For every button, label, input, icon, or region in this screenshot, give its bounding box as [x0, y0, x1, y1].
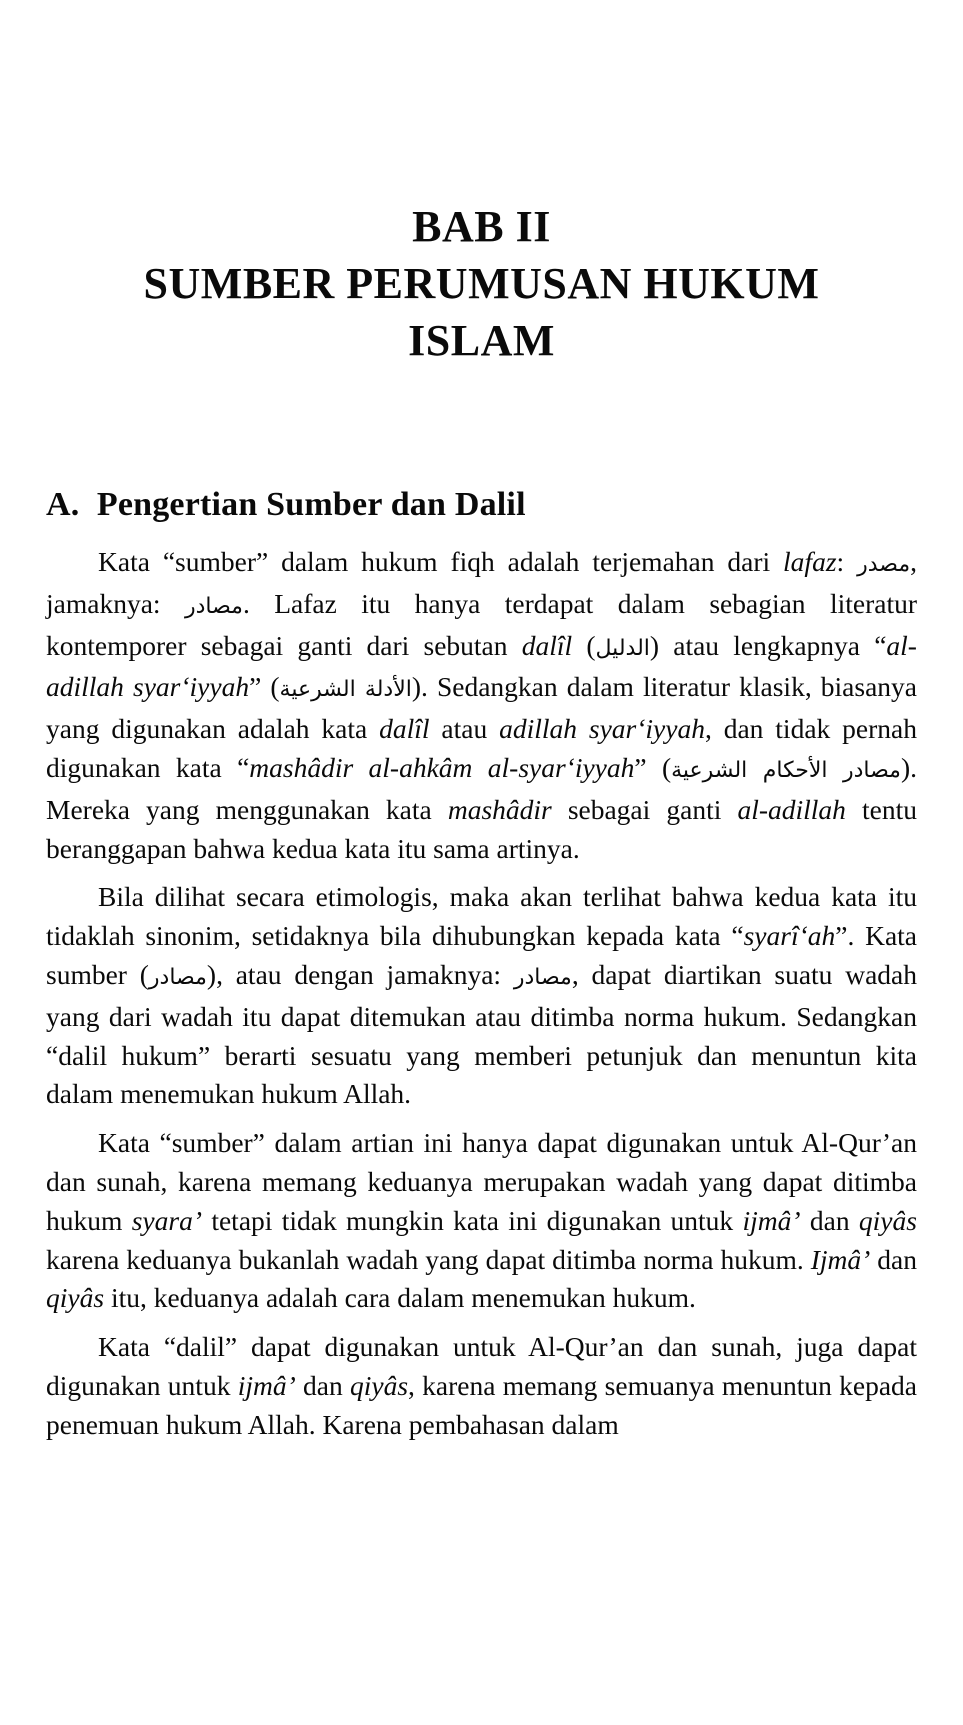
italic-text-run: mashâdir: [447, 793, 552, 825]
text-run: dan: [870, 1243, 917, 1275]
text-run: Bila dilihat secara etimologis, maka akan terlihat bahwa kedua kata itu tidaklah sinonim, setidaknya bila dihubungkan kepada kata “: [46, 881, 917, 952]
arabic-text-run: مصادر: [148, 964, 207, 990]
text-run: tentu beranggapan bahwa kedua kata itu sama artinya.: [46, 793, 917, 864]
italic-text-run: syarî‘ah: [743, 920, 836, 952]
text-run: , karena memang semuanya menuntun kepada penemuan hukum Allah. Karena pembahasan dalam: [46, 1369, 917, 1440]
italic-text-run: Ijmâ’: [810, 1243, 871, 1275]
text-run: :: [836, 546, 858, 577]
text-run: ). Mereka yang menggunakan kata: [46, 751, 917, 825]
text-run: itu, keduanya adalah cara dalam menemukan hukum.: [104, 1282, 696, 1314]
arabic-text-run: مصدر: [857, 552, 911, 577]
paragraph-4: [46, 1328, 917, 1444]
italic-text-run: qiyâs: [349, 1369, 409, 1401]
text-run: tetapi tidak mungkin kata ini digunakan untuk: [202, 1204, 743, 1236]
text-run: atau: [429, 713, 500, 745]
text-run: , jamaknya:: [46, 546, 917, 619]
paragraph-1: [46, 543, 917, 868]
text-run: dan: [800, 1204, 859, 1236]
text-run: ” (: [249, 671, 280, 703]
arabic-text-run: الدليل: [595, 635, 650, 661]
text-run: ). Sedangkan dalam literatur klasik, biasanya yang digunakan adalah kata: [46, 671, 917, 745]
text-run: . Lafaz itu hanya terdapat dalam sebagian literatur kontemporer sebagai ganti dari sebutan: [46, 587, 917, 661]
text-run: ) atau lengkapnya “: [649, 629, 887, 661]
chapter-title: [46, 198, 917, 369]
text-run: Kata “sumber” dalam artian ini hanya dapat digunakan untuk Al-Qur’an dan sunah, karena memang keduanya merupakan wadah yang dapat ditimba hukum: [46, 1127, 917, 1236]
italic-text-run: syara’: [131, 1204, 202, 1236]
chapter-name: SUMBER PERUMUSAN HUKUM ISLAM: [143, 259, 820, 365]
text-run: Kata “sumber” dalam hukum fiqh adalah terjemahan dari: [98, 546, 784, 577]
text-run: sebagai ganti: [551, 793, 738, 825]
text-run: ”. Kata sumber (: [46, 920, 918, 990]
arabic-text-run: مصادر: [184, 593, 243, 619]
text-run: (: [572, 629, 596, 661]
text-run: Kata “dalil” dapat digunakan untuk Al-Qur’an dan sunah, juga dapat digunakan untuk: [46, 1331, 917, 1401]
section-heading: A. Pengertian Sumber dan Dalil: [46, 486, 526, 523]
italic-text-run: dalîl: [379, 713, 430, 745]
italic-text-run: qiyâs: [46, 1282, 105, 1314]
italic-text-run: dalîl: [521, 629, 573, 661]
arabic-text-run: مصادر: [513, 964, 572, 990]
arabic-text-run: مصادر الأحكام الشرعية: [671, 757, 901, 783]
text-run: dan: [295, 1369, 350, 1401]
text-run: ), atau dengan jamaknya:: [206, 958, 514, 990]
italic-text-run: ijmâ’: [742, 1204, 801, 1236]
italic-text-run: lafaz: [783, 546, 837, 577]
text-run: ” (: [634, 751, 672, 783]
paragraph-3: [46, 1124, 917, 1318]
italic-text-run: adillah syar‘iyyah: [499, 713, 705, 745]
text-run: , dan tidak pernah digunakan kata “: [46, 713, 917, 783]
italic-text-run: al-adillah syar‘iyyah: [46, 629, 917, 703]
text-run: , dapat diartikan suatu wadah yang dari wadah itu dapat ditemukan atau ditimba norma hukum. Sedangkan “dalil hukum” berarti sesuatu yang memberi petunjuk dan menuntun kita dalam menemukan hukum Allah.: [46, 958, 917, 1110]
text-run: karena keduanya bukanlah wadah yang dapat ditimba norma hukum.: [46, 1243, 811, 1275]
chapter-number: BAB II: [412, 202, 551, 251]
paragraph-2: [46, 878, 917, 1114]
italic-text-run: ijmâ’: [237, 1369, 296, 1401]
arabic-text-run: الأدلة الشرعية: [279, 677, 412, 703]
italic-text-run: al-adillah: [737, 793, 846, 825]
italic-text-run: qiyâs: [858, 1204, 917, 1236]
italic-text-run: mashâdir al-ahkâm al-syar‘iyyah: [249, 751, 635, 783]
